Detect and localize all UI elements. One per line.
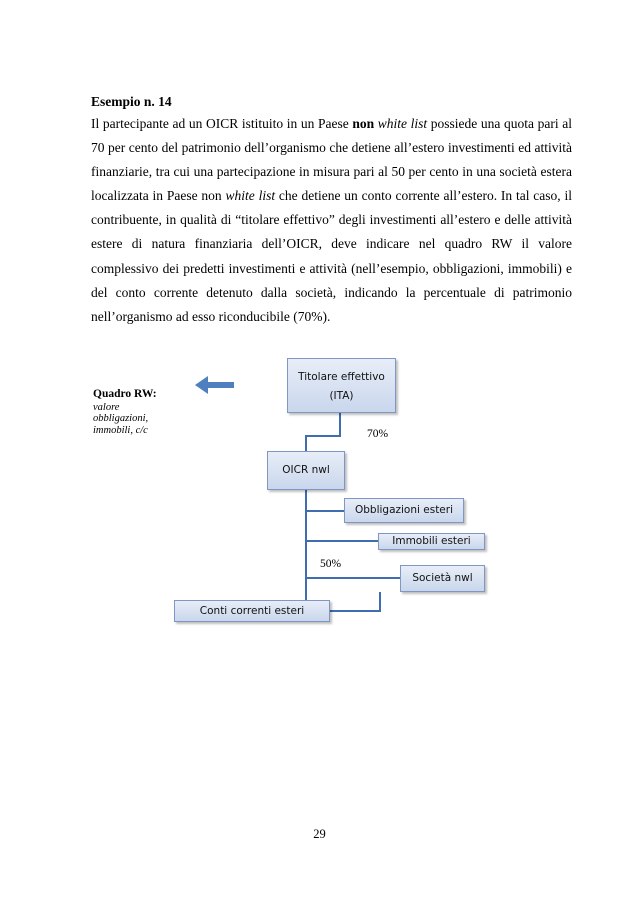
paragraph-segment: white list	[377, 116, 428, 131]
paragraph-segment: che detiene un conto corrente all’estero. In tal caso, il contribuente, in qualità di “titolare effettivo” degli investimenti all’estero e delle attività estere di natura finanziaria dell’OICR, deve indicare nel quadro RW il valore complessivo dei predetti investimenti e attività (nell’esempio, obbligazioni, immobili) e del conto corrente detenuto dalla società, indicando la percentuale di patrimonio nell’organismo ad esso riconducibile (70%).	[91, 188, 573, 324]
left-arrow-icon	[195, 376, 234, 394]
conti-correnti-box: Conti correnti esteri	[174, 600, 330, 622]
societa-box: Società nwl	[400, 565, 485, 592]
titolare-effettivo-box	[287, 358, 396, 413]
quadro-rw-note	[93, 389, 193, 436]
quadro-rw-line: obbligazioni,	[93, 413, 149, 424]
titolare-line1: Titolare effettivo	[298, 371, 385, 383]
oicr-box: OICR nwl	[267, 451, 345, 490]
immobili-box: Immobili esteri	[378, 533, 485, 550]
quadro-rw-title: Quadro RW:	[93, 388, 157, 400]
paragraph-segment: white list	[225, 188, 276, 204]
quadro-rw-line: valore	[93, 401, 120, 413]
page-number: 29	[313, 827, 326, 841]
titolare-line2: (ITA)	[329, 390, 354, 402]
connector-titolare-oicr	[306, 413, 340, 451]
obbligazioni-box: Obbligazioni esteri	[344, 498, 464, 523]
paragraph-segment: possiede una quota pari al 70 per cento del patrimonio dell’organismo che detiene all’estero investimenti ed attività finanziarie, tra cui una partecipazione in misura pari al 50 per cento in una società estera localizzata in Paese non	[91, 116, 572, 204]
paragraph-segment: non	[352, 116, 375, 131]
percent-70-label: 70%	[367, 428, 389, 440]
percent-50-label: 50%	[320, 558, 342, 570]
quadro-rw-line: immobili, c/c	[93, 424, 148, 436]
example-heading: Esempio n. 14	[91, 94, 172, 109]
connector-conti	[330, 592, 380, 611]
paragraph-segment: Il partecipante ad un OICR istituito in un Paese	[91, 116, 353, 131]
